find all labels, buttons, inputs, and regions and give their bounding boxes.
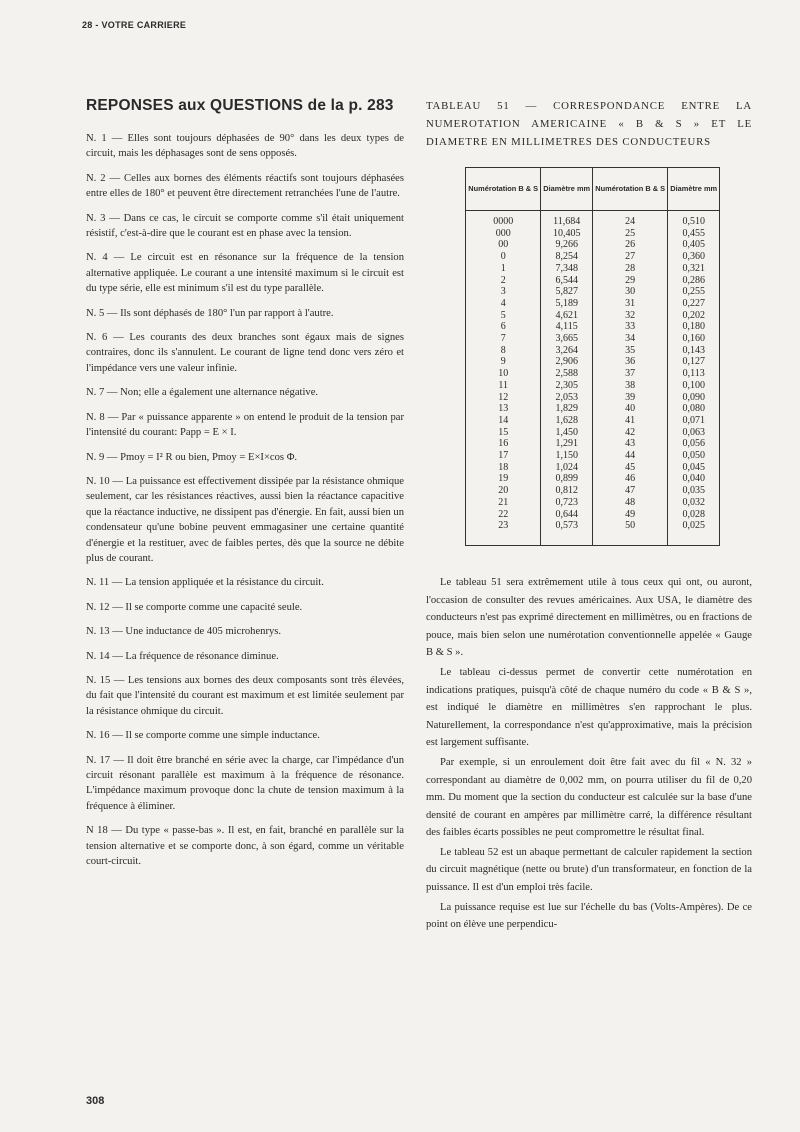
- table-cell: 0,025: [668, 520, 720, 545]
- answer-item: N 18 — Du type « passe-bas ». Il est, en fait, branché en parallèle sur la tension alternative et se comporte donc, à son égard, comme un véritable court-circuit.: [86, 825, 404, 868]
- table-row: [466, 427, 720, 439]
- table-cell: 22: [466, 509, 541, 521]
- table-cell: 0,056: [668, 438, 720, 450]
- table-cell: 16: [466, 438, 541, 450]
- table-cell: 1,450: [541, 427, 593, 439]
- table-cell: 14: [466, 415, 541, 427]
- table-cell: 28: [592, 263, 667, 275]
- table-cell: 0,143: [668, 345, 720, 357]
- table-cell: 41: [592, 415, 667, 427]
- table-cell: 0,202: [668, 310, 720, 322]
- table-cell: 30: [592, 286, 667, 298]
- table-cell: 0,286: [668, 275, 720, 287]
- table-cell: 0000: [466, 211, 541, 228]
- table-cell: 2,906: [541, 356, 593, 368]
- table-cell: 15: [466, 427, 541, 439]
- conversion-table: [465, 167, 720, 546]
- table-cell: 0,032: [668, 497, 720, 509]
- table-cell: 24: [592, 211, 667, 228]
- table-cell: 6: [466, 321, 541, 333]
- table-cell: 0,899: [541, 473, 593, 485]
- table-cell: 19: [466, 473, 541, 485]
- table-cell: 0,405: [668, 239, 720, 251]
- table-cell: 1,628: [541, 415, 593, 427]
- table-cell: 0,360: [668, 251, 720, 263]
- table-cell: 18: [466, 462, 541, 474]
- running-header: 28 - VOTRE CARRIERE: [82, 20, 187, 30]
- table-cell: 0,255: [668, 286, 720, 298]
- table-cell: 0,113: [668, 368, 720, 380]
- answer-item: N. 9 — Pmoy = I² R ou bien, Pmoy = E×I×cos Φ.: [86, 451, 298, 463]
- answer-item: N. 5 — Ils sont déphasés de 180° l'un par rapport à l'autre.: [86, 307, 334, 319]
- table-cell: 0,644: [541, 509, 593, 521]
- table-cell: 43: [592, 438, 667, 450]
- table-cell: 0,227: [668, 298, 720, 310]
- table-row: [466, 438, 720, 450]
- table-cell: 35: [592, 345, 667, 357]
- table-header-cell: Diamètre mm: [541, 168, 593, 211]
- body-paragraph: Le tableau 52 est un abaque permettant de calculer rapidement la section du circuit magnétique (nette ou brute) d'un transformateur, en fonction de la puissance. Il est d'un emploi très facile.: [426, 846, 752, 894]
- table-body: [466, 211, 720, 546]
- table-cell: 5,189: [541, 298, 593, 310]
- answer-item: N. 16 — Il se comporte comme une simple inductance.: [86, 730, 320, 742]
- table-cell: 1: [466, 263, 541, 275]
- table-cell: 20: [466, 485, 541, 497]
- table-cell: 5: [466, 310, 541, 322]
- table-row: [466, 392, 720, 404]
- answer-item: N. 3 — Dans ce cas, le circuit se comporte comme s'il était uniquement résistif, c'est-à-dire que le courant est en phase avec la tension.: [86, 212, 404, 240]
- table-cell: 0,180: [668, 321, 720, 333]
- table-cell: 0,035: [668, 485, 720, 497]
- table-cell: 39: [592, 392, 667, 404]
- table-cell: 3: [466, 286, 541, 298]
- body-paragraph: La puissance requise est lue sur l'échelle du bas (Volts-Ampères). De ce point on élève une perpendicu-: [426, 901, 752, 931]
- table-cell: 0,045: [668, 462, 720, 474]
- table-cell: 23: [466, 520, 541, 545]
- table-cell: 25: [592, 228, 667, 240]
- table-cell: 34: [592, 333, 667, 345]
- table-cell: 2: [466, 275, 541, 287]
- answer-item: N. 10 — La puissance est effectivement dissipée par la résistance ohmique seulement, car les résistances réactives, aussi bien la réactance capacitive que la réactance inductive, ne dissipent pas d'énergie. En fait, aussi bien un condensateur qu'une bobine peuvent emmagasiner une certaine quantité d'énergie et la restituer, avec de faibles pertes, dès que la source ne débite plus de courant.: [86, 475, 404, 564]
- table-row: [466, 368, 720, 380]
- table-row: [466, 211, 720, 228]
- table-cell: 0,040: [668, 473, 720, 485]
- table-cell: 31: [592, 298, 667, 310]
- table-cell: 3,665: [541, 333, 593, 345]
- section-title: REPONSES aux QUESTIONS de la p. 283: [86, 97, 394, 114]
- table-cell: 50: [592, 520, 667, 545]
- table-row: [466, 310, 720, 322]
- table-cell: 4,115: [541, 321, 593, 333]
- table-cell: 1,291: [541, 438, 593, 450]
- table-cell: 26: [592, 239, 667, 251]
- table-cell: 1,024: [541, 462, 593, 474]
- body-paragraph: Par exemple, si un enroulement doit être fait avec du fil « N. 32 » correspondant au diamètre de 0,002 mm, on pourra utiliser du fil de 0,20 mm. Du moment que la section du conducteur est calculée sur la base d'une densité de courant en ampères par millimètre carré, la différence résultant des faibles écarts possibles ne peut compromettre le résultat final.: [426, 756, 752, 839]
- table-row: [466, 263, 720, 275]
- body-paragraph: Le tableau ci-dessus permet de convertir cette numérotation en indications pratiques, puisqu'à côté de chaque numéro du code « B & S », est indiqué le diamètre en millimètres s'en rapprochant le plus. Naturellement, la correspondance n'est qu'approximative, mais la précision est largement suffisante.: [426, 666, 752, 749]
- table-row: [466, 345, 720, 357]
- answer-item: N. 12 — Il se comporte comme une capacité seule.: [86, 601, 303, 613]
- table-cell: 0,510: [668, 211, 720, 228]
- table-cell: 00: [466, 239, 541, 251]
- table-row: [466, 380, 720, 392]
- table-column: [426, 97, 752, 936]
- table-row: [466, 321, 720, 333]
- table-header-row: [466, 168, 720, 211]
- table-cell: 33: [592, 321, 667, 333]
- table-cell: 48: [592, 497, 667, 509]
- table-row: [466, 333, 720, 345]
- table-cell: 10,405: [541, 228, 593, 240]
- answer-item: N. 6 — Les courants des deux branches sont égaux mais de signes contraires, donc ils s'annulent. Le courant de ligne tend donc vers zéro et l'impédance vers une valeur infinie.: [86, 332, 404, 374]
- table-cell: 37: [592, 368, 667, 380]
- answer-item: N. 1 — Elles sont toujours déphasées de 90° dans les deux types de circuit, mais les déphasages sont de sens opposés.: [86, 133, 404, 160]
- table-row: [466, 275, 720, 287]
- table-cell: 7,348: [541, 263, 593, 275]
- table-cell: 1,829: [541, 403, 593, 415]
- body-paragraph: Le tableau 51 sera extrêmement utile à tous ceux qui ont, ou auront, l'occasion de consulter des revues américaines. Aux USA, le diamètre des conducteurs n'est pas exprimé directement en millimètres, ou en fractions de pouce, mais bien selon une numérotation conventionnelle appelée « Gauge B & S ».: [426, 576, 752, 659]
- table-cell: 4: [466, 298, 541, 310]
- table-cell: 0,090: [668, 392, 720, 404]
- answers-column: [86, 97, 404, 878]
- table-cell: 0,080: [668, 403, 720, 415]
- table-row: [466, 497, 720, 509]
- answer-item: N. 11 — La tension appliquée et la résistance du circuit.: [86, 577, 324, 589]
- table-cell: 32: [592, 310, 667, 322]
- table-cell: 5,827: [541, 286, 593, 298]
- table-cell: 9,266: [541, 239, 593, 251]
- table-row: [466, 356, 720, 368]
- table-cell: 000: [466, 228, 541, 240]
- table-cell: 47: [592, 485, 667, 497]
- table-row: [466, 415, 720, 427]
- table-cell: 4,621: [541, 310, 593, 322]
- table-cell: 13: [466, 403, 541, 415]
- table-cell: 45: [592, 462, 667, 474]
- table-header-cell: Numérotation B & S: [466, 168, 541, 211]
- table-cell: 3,264: [541, 345, 593, 357]
- table-row: [466, 485, 720, 497]
- table-cell: 6,544: [541, 275, 593, 287]
- table-cell: 11,684: [541, 211, 593, 228]
- table-cell: 7: [466, 333, 541, 345]
- table-header-cell: Diamètre mm: [668, 168, 720, 211]
- table-cell: 0,071: [668, 415, 720, 427]
- table-row: [466, 286, 720, 298]
- table-row: [466, 462, 720, 474]
- table-cell: 44: [592, 450, 667, 462]
- table-cell: 9: [466, 356, 541, 368]
- answer-item: N. 15 — Les tensions aux bornes des deux composants sont très élevées, du fait que l'intensité du courant est maximum et est limitée seulement par la résistance ohmique du circuit.: [86, 674, 404, 717]
- table-row: [466, 298, 720, 310]
- table-cell: 0,063: [668, 427, 720, 439]
- table-cell: 40: [592, 403, 667, 415]
- table-cell: 0,812: [541, 485, 593, 497]
- table-caption: TABLEAU 51 — CORRESPONDANCE ENTRE LA NUMEROTATION AMERICAINE « B & S » ET LE DIAMETRE EN MILLIMETRES DES CONDUCTEURS: [426, 100, 752, 148]
- table-row: [466, 403, 720, 415]
- table-cell: 0,050: [668, 450, 720, 462]
- table-cell: 0,723: [541, 497, 593, 509]
- answer-item: N. 2 — Celles aux bornes des éléments réactifs sont toujours déphasées entre elles de 180° et peuvent être directement retranchées l'une de l'autre.: [86, 172, 404, 200]
- table-cell: 8,254: [541, 251, 593, 263]
- table-cell: 2,588: [541, 368, 593, 380]
- table-row: [466, 473, 720, 485]
- table-row: [466, 509, 720, 521]
- table-cell: 0,028: [668, 509, 720, 521]
- answer-item: N. 14 — La fréquence de résonance diminue.: [86, 650, 279, 662]
- table-cell: 2,053: [541, 392, 593, 404]
- table-cell: 1,150: [541, 450, 593, 462]
- answer-item: N. 4 — Le circuit est en résonance sur la fréquence de la tension alternative appliquée. Le courant a une intensité maximum si le circuit est du type série, elle est minimum s'il est du type parallèle.: [86, 252, 404, 295]
- table-row: [466, 520, 720, 545]
- answers-list: [86, 131, 404, 869]
- table-cell: 11: [466, 380, 541, 392]
- table-row: [466, 450, 720, 462]
- table-row: [466, 251, 720, 263]
- table-cell: 36: [592, 356, 667, 368]
- table-cell: 8: [466, 345, 541, 357]
- table-cell: 0,127: [668, 356, 720, 368]
- table-cell: 0,160: [668, 333, 720, 345]
- page-number: 308: [86, 1095, 105, 1107]
- answer-item: N. 7 — Non; elle a également une alternance négative.: [86, 387, 319, 399]
- table-cell: 0,321: [668, 263, 720, 275]
- table-cell: 0,573: [541, 520, 593, 545]
- table-cell: 0,455: [668, 228, 720, 240]
- table-cell: 10: [466, 368, 541, 380]
- body-text: [426, 574, 752, 934]
- table-row: [466, 239, 720, 251]
- table-cell: 49: [592, 509, 667, 521]
- table-cell: 2,305: [541, 380, 593, 392]
- answer-item: N. 17 — Il doit être branché en série avec la charge, car l'impédance d'un circuit résonant parallèle est maximum à la fréquence de résonance. L'impédance maximum provoque donc la chute de tension maximum à la fréquence à éliminer.: [86, 754, 404, 812]
- table-cell: 27: [592, 251, 667, 263]
- table-cell: 17: [466, 450, 541, 462]
- table-cell: 42: [592, 427, 667, 439]
- table-cell: 12: [466, 392, 541, 404]
- answer-item: N. 13 — Une inductance de 405 microhenrys.: [86, 626, 282, 638]
- table-cell: 38: [592, 380, 667, 392]
- table-cell: 0,100: [668, 380, 720, 392]
- table-row: [466, 228, 720, 240]
- answer-item: N. 8 — Par « puissance apparente » on entend le produit de la tension par l'intensité du courant: Papp = E × I.: [86, 411, 404, 439]
- table-cell: 21: [466, 497, 541, 509]
- table-cell: 0: [466, 251, 541, 263]
- table-cell: 29: [592, 275, 667, 287]
- table-header-cell: Numérotation B & S: [592, 168, 667, 211]
- table-cell: 46: [592, 473, 667, 485]
